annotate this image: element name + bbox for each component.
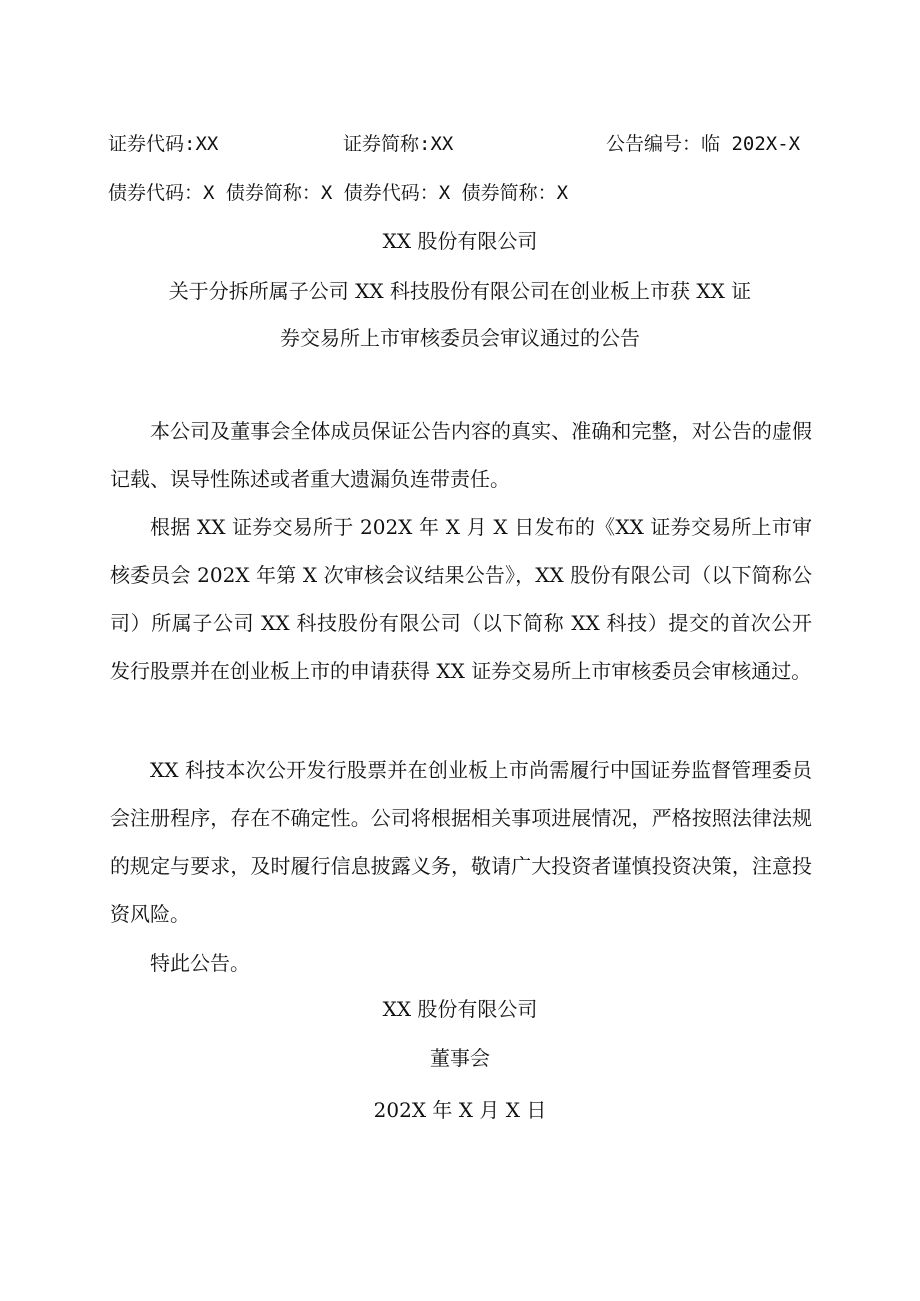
title-company: XX 股份有限公司: [382, 229, 538, 253]
paragraph-disclaimer: 本公司及董事会全体成员保证公告内容的真实、准确和完整，对公告的虚假记载、误导性陈述或者重大遗漏负连带责任。: [110, 419, 812, 491]
title-line-2: 券交易所上市审核委员会审议通过的公告: [280, 326, 640, 350]
signature-date: 202X 年 X 月 X 日: [373, 1098, 547, 1122]
paragraph-risk: XX 科技本次公开发行股票并在创业板上市尚需履行中国证券监督管理委员会注册程序，存在不确定性。公司将根据相关事项进展情况，严格按照法律法规的规定与要求，及时履行信息披露义务，敬请广大投资者谨慎投资决策，注意投资风险。: [110, 758, 812, 926]
stock-code: 证券代码:XX: [108, 133, 219, 155]
closing-statement: 特此公告。: [150, 951, 250, 975]
announcement-number: 公告编号：临 202X-X: [606, 133, 801, 155]
paragraph-approval: 根据 XX 证券交易所于 202X 年 X 月 X 日发布的《XX 证券交易所上市审核委员会 202X 年第 X 次审核会议结果公告》，XX 股份有限公司（以下简称公司）所属子公司 XX 科技股份有限公司（以下简称 XX 科技）提交的首次公开发行股票并在创业板上市的申请获得 XX 证券交易所上市审核委员会审核通过。: [110, 515, 812, 683]
stock-abbreviation: 证券简称:XX: [343, 133, 454, 155]
title-line-1: 关于分拆所属子公司 XX 科技股份有限公司在创业板上市获 XX 证: [168, 279, 752, 303]
signature-company: XX 股份有限公司: [382, 997, 538, 1021]
bond-info: 债券代码：X 债券简称：X 债券代码：X 债券简称：X: [108, 182, 569, 204]
signature-board: 董事会: [430, 1046, 490, 1070]
